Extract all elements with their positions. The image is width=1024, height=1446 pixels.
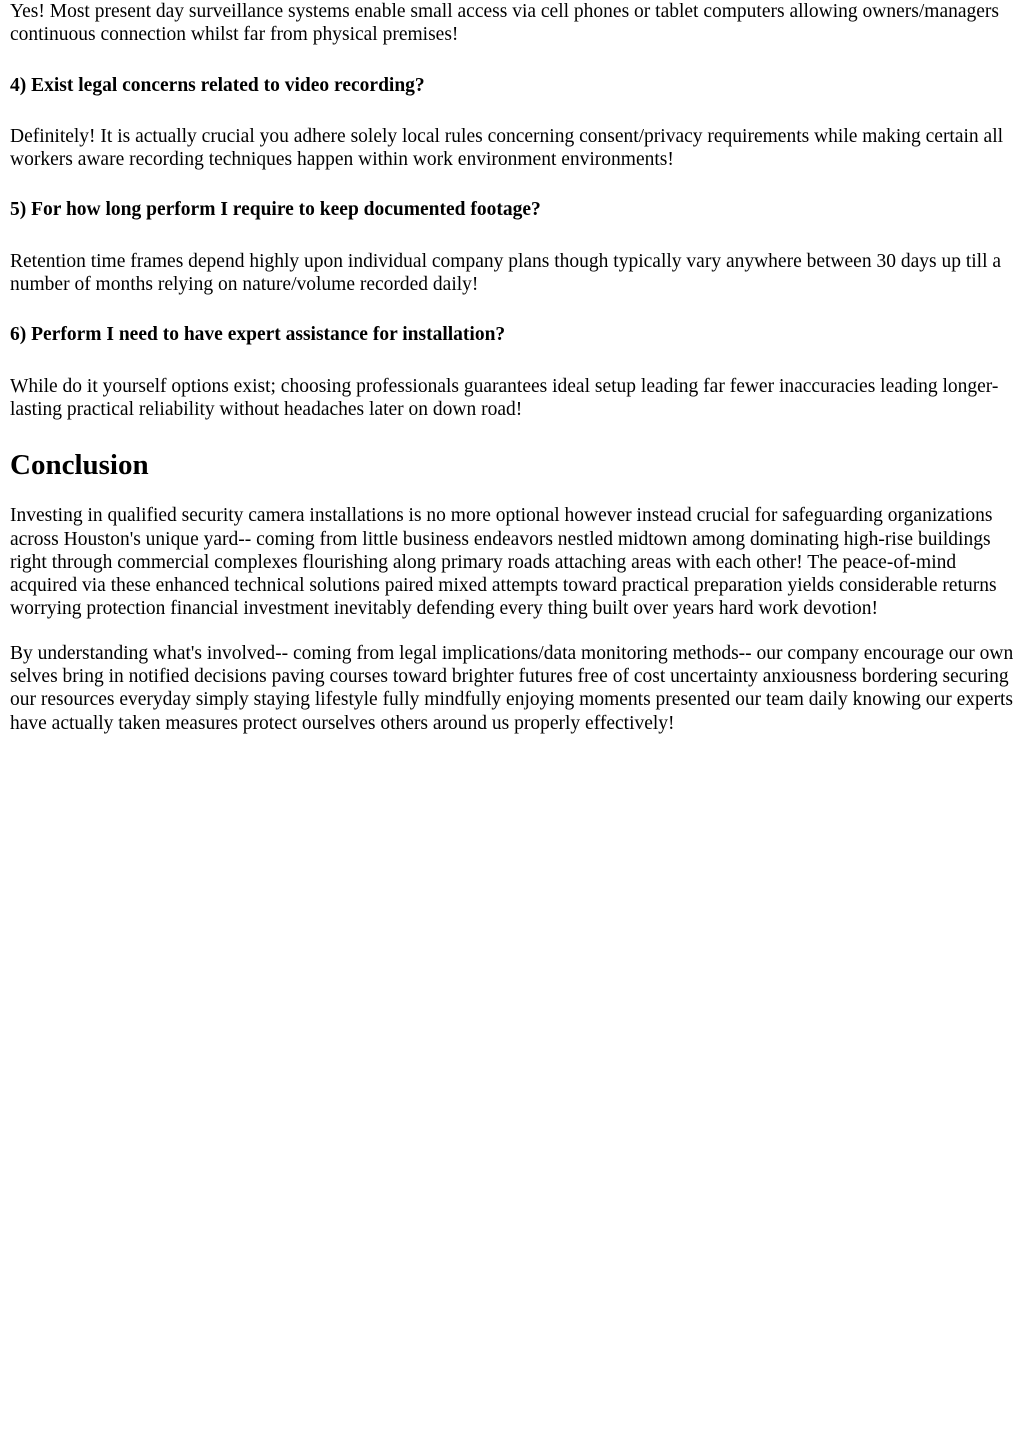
faq-answer-6: While do it yourself options exist; choosing professionals guarantees ideal setup leading far fewer inaccuracies leading longer-lasting practical reliability without headaches later on down road!	[10, 375, 999, 420]
faq-answer-3: Yes! Most present day surveillance systems enable small access via cell phones or tablet computers allowing owners/managers continuous connection whilst far from physical premises!	[10, 1, 1000, 46]
faq-question-4: 4) Exist legal concerns related to video recording?	[10, 74, 425, 96]
faq-question-6: 6) Perform I need to have expert assistance for installation?	[10, 324, 506, 346]
article-body	[10, 0, 1016, 735]
conclusion-heading: Conclusion	[10, 449, 149, 482]
conclusion-paragraph-2: By understanding what's involved-- coming from legal implications/data monitoring methods-- our company encourage our own selves bring in notified decisions paving courses toward brighter futures free of cost uncertainty anxiousness bordering securing our resources everyday simply staying lifestyle fully mindfully enjoying moments presented our team daily knowing our experts have actually taken measures protect ourselves others around us properly effectively!	[10, 642, 1014, 734]
faq-answer-4: Definitely! It is actually crucial you adhere solely local rules concerning consent/privacy requirements while making certain all workers aware recording techniques happen within work environment environments!	[10, 125, 1004, 171]
faq-question-5: 5) For how long perform I require to keep documented footage?	[10, 199, 541, 221]
conclusion-paragraph-1: Investing in qualified security camera installations is no more optional however instead crucial for safeguarding organizations across Houston's unique yard-- coming from little business endeavors nestled midtown among dominating high-rise buildings right through commercial complexes flourishing along primary roads attaching areas with each other! The peace-of-mind acquired via these enhanced technical solutions paired mixed attempts toward practical preparation yields considerable returns worrying protection financial investment inevitably defending every thing built over years hard work devotion!	[10, 505, 997, 620]
faq-answer-5: Retention time frames depend highly upon individual company plans though typically vary anywhere between 30 days up till a number of months relying on nature/volume recorded daily!	[10, 250, 1002, 296]
